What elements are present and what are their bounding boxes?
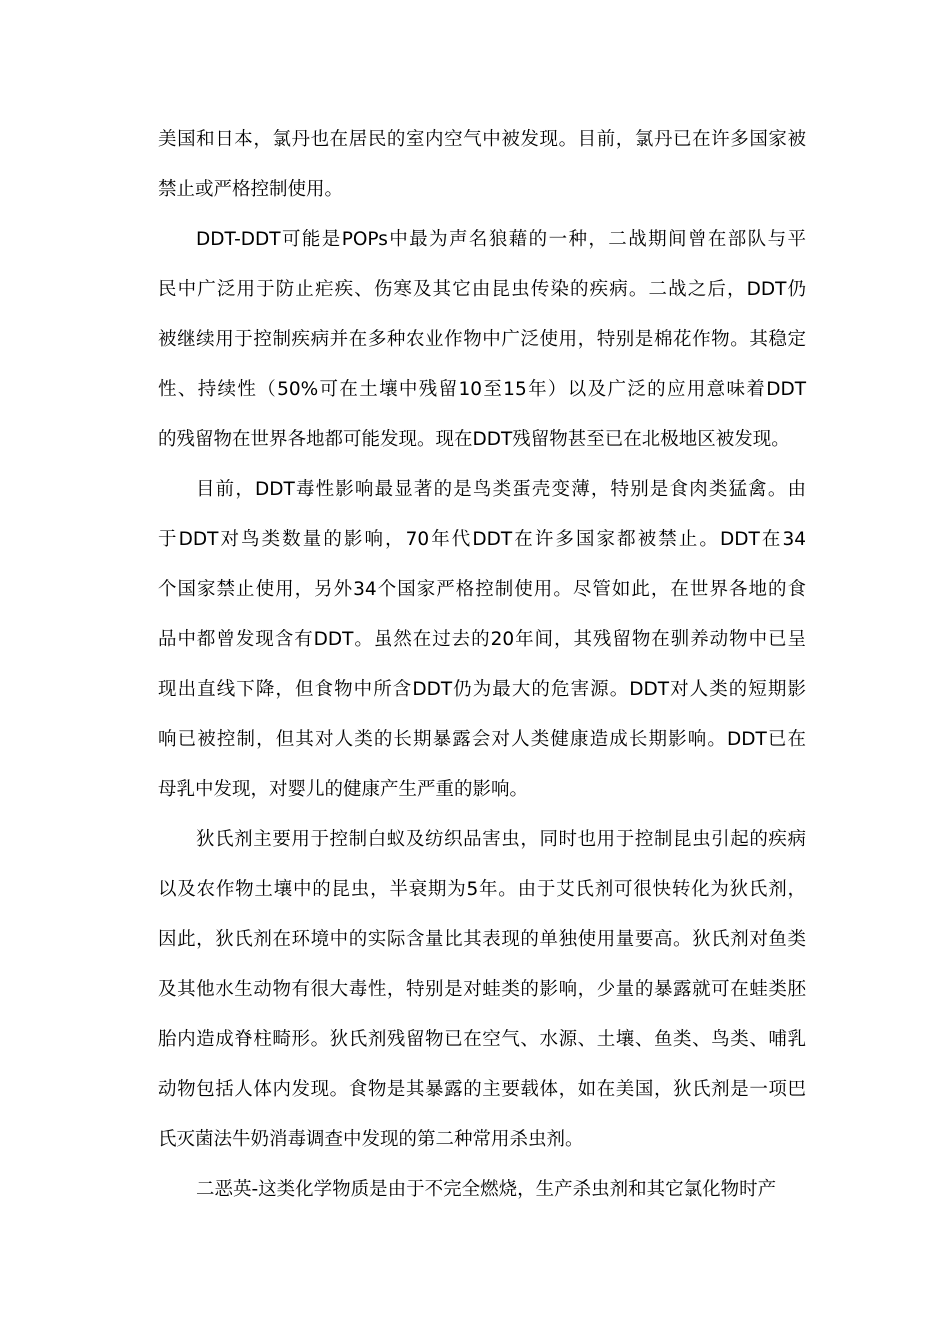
paragraph-line: 氏灭菌法牛奶消毒调查中发现的第二种常用杀虫剂。: [158, 1129, 584, 1150]
paragraph-line: 被继续用于控制疾病并在多种农业作物中广泛使用，特别是棉花作物。其稳定: [158, 329, 806, 350]
paragraph-line: 二恶英-这类化学物质是由于不完全燃烧，生产杀虫剂和其它氯化物时产: [196, 1179, 777, 1200]
paragraph-line: 民中广泛用于防止疟疾、伤寒及其它由昆虫传染的疾病。二战之后，DDT仍: [158, 279, 806, 300]
paragraph-line: 及其他水生动物有很大毒性，特别是对蛙类的影响，少量的暴露就可在蛙类胚: [158, 979, 806, 1000]
paragraph-line: 动物包括人体内发现。食物是其暴露的主要载体，如在美国，狄氏剂是一项巴: [158, 1079, 806, 1100]
paragraph-line: 胎内造成脊柱畸形。狄氏剂残留物已在空气、水源、土壤、鱼类、鸟类、哺乳: [158, 1029, 806, 1050]
paragraph-line: 的残留物在世界各地都可能发现。现在DDT残留物甚至已在北极地区被发现。: [158, 429, 790, 450]
paragraph-line: 目前，DDT毒性影响最显著的是鸟类蛋壳变薄，特别是食肉类猛禽。由: [196, 479, 806, 500]
paragraph-line: 美国和日本，氯丹也在居民的室内空气中被发现。目前，氯丹已在许多国家被: [158, 129, 806, 150]
paragraph-line: 母乳中发现，对婴儿的健康产生严重的影响。: [158, 779, 529, 800]
paragraph-line: 个国家禁止使用，另外34个国家严格控制使用。尽管如此，在世界各地的食: [158, 579, 806, 600]
paragraph-line: 响已被控制，但其对人类的长期暴露会对人类健康造成长期影响。DDT已在: [158, 729, 806, 750]
paragraph-line: 现出直线下降，但食物中所含DDT仍为最大的危害源。DDT对人类的短期影: [158, 679, 806, 700]
paragraph-line: 以及农作物土壤中的昆虫，半衰期为5年。由于艾氏剂可很快转化为狄氏剂，: [158, 879, 806, 900]
paragraph-line: 禁止或严格控制使用。: [158, 179, 344, 200]
paragraph-line: 性、持续性（50%可在土壤中残留10至15年）以及广泛的应用意味着DDT: [158, 379, 806, 400]
paragraph-line: 狄氏剂主要用于控制白蚁及纺织品害虫，同时也用于控制昆虫引起的疾病: [196, 829, 806, 850]
paragraph-line: 因此，狄氏剂在环境中的实际含量比其表现的单独使用量要高。狄氏剂对鱼类: [158, 929, 806, 950]
paragraph-line: 于DDT对鸟类数量的影响，70年代DDT在许多国家都被禁止。DDT在34: [158, 529, 806, 550]
paragraph-line: 品中都曾发现含有DDT。虽然在过去的20年间，其残留物在驯养动物中已呈: [158, 629, 806, 650]
paragraph-line: DDT-DDT可能是POPs中最为声名狼藉的一种，二战期间曾在部队与平: [196, 229, 806, 250]
